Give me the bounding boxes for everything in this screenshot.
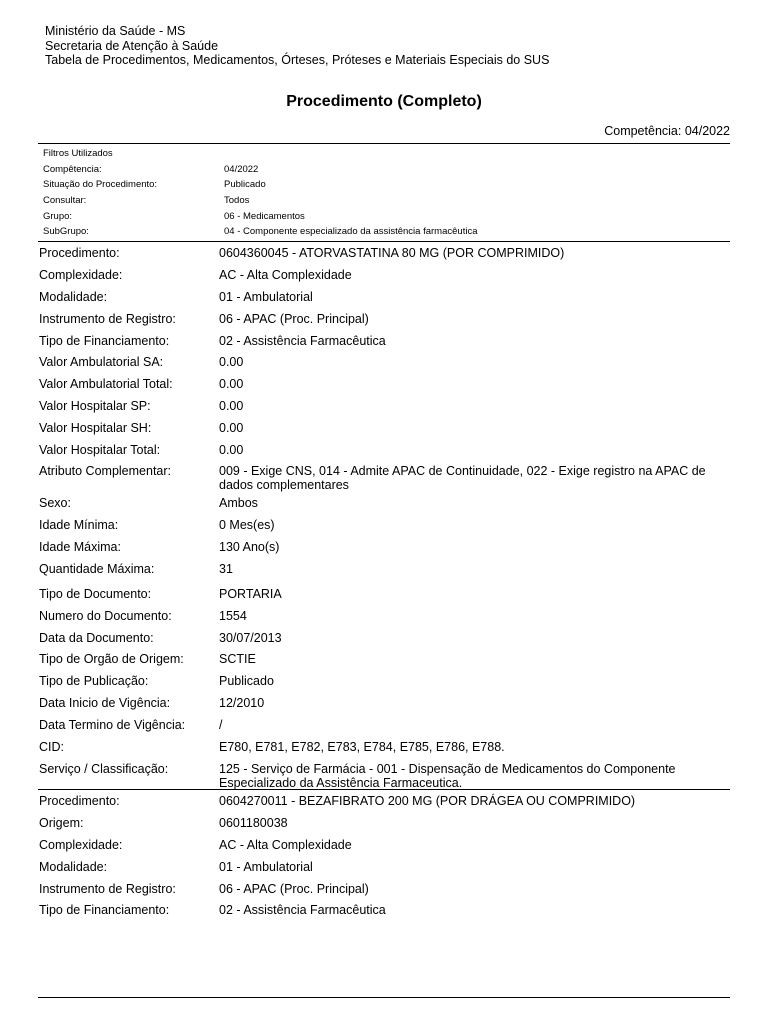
filter-value: 04/2022 (224, 163, 259, 175)
field-value: 130 Ano(s) (219, 540, 280, 555)
field-value: AC - Alta Complexidade (219, 267, 352, 282)
field-value: 125 - Serviço de Farmácia - 001 - Dispensação de Medicamentos do Componente Especializado da Assistência Farmaceutica. (219, 761, 676, 790)
field-value: 02 - Assistência Farmacêutica (219, 903, 386, 918)
field-value: 30/07/2013 (219, 630, 282, 645)
field-label: Modalidade: (39, 859, 108, 874)
filter-value: 04 - Componente especializado da assistência farmacêutica (224, 226, 478, 238)
field-row (39, 286, 734, 308)
report-header (45, 24, 549, 68)
field-row (39, 536, 734, 558)
page-title: Procedimento (Completo) (286, 93, 482, 110)
field-label: Valor Ambulatorial Total: (39, 377, 173, 392)
field-value: 0.00 (219, 355, 244, 370)
field-row (39, 878, 734, 900)
field-value: 0601180038 (219, 815, 288, 830)
field-row (39, 790, 734, 812)
filter-value: 06 - Medicamentos (224, 210, 305, 222)
filter-value: Todos (224, 195, 250, 207)
field-label: Tipo de Financiamento: (39, 903, 170, 918)
field-label: Instrumento de Registro: (39, 311, 176, 326)
field-label: Idade Máxima: (39, 540, 121, 555)
field-row (39, 461, 734, 493)
field-value: 0.00 (219, 399, 244, 414)
field-label: Tipo de Documento: (39, 586, 152, 601)
field-value: 01 - Ambulatorial (219, 289, 313, 304)
field-label: Valor Ambulatorial SA: (39, 355, 164, 370)
field-label: Data Inicio de Vigência: (39, 696, 171, 711)
field-label: Tipo de Orgão de Origem: (39, 652, 184, 667)
field-label: Procedimento: (39, 246, 120, 260)
filter-label: Grupo: (43, 210, 73, 222)
field-label: Tipo de Publicação: (39, 674, 149, 689)
field-row (39, 514, 734, 536)
field-value: E780, E781, E782, E783, E784, E785, E786, E788. (219, 740, 505, 754)
ministry-name: Ministério da Saúde - MS (45, 24, 186, 38)
competencia-label: Competência: 04/2022 (604, 124, 730, 138)
field-value: AC - Alta Complexidade (219, 837, 352, 852)
field-label: Origem: (39, 815, 84, 830)
field-value: 0.00 (219, 443, 244, 458)
field-label: Data Termino de Vigência: (39, 718, 186, 733)
field-row (39, 242, 734, 264)
field-value: Ambos (219, 496, 258, 511)
filter-label: Compêtencia: (43, 163, 102, 175)
field-value: 0.00 (219, 377, 244, 392)
filter-label: SubGrupo: (43, 226, 89, 238)
field-row (39, 492, 734, 514)
field-value: 1554 (219, 608, 247, 623)
header-divider (38, 143, 730, 144)
field-value: 31 (219, 562, 233, 577)
field-label: Tipo de Financiamento: (39, 333, 170, 348)
field-row (39, 264, 734, 286)
field-label: Sexo: (39, 496, 71, 511)
field-value: 06 - APAC (Proc. Principal) (219, 311, 369, 326)
filter-value: Publicado (224, 179, 266, 191)
field-row (39, 395, 734, 417)
field-label: Valor Hospitalar SP: (39, 399, 151, 414)
field-value: 06 - APAC (Proc. Principal) (219, 881, 369, 896)
field-row (39, 417, 734, 439)
field-label: Procedimento: (39, 794, 120, 808)
footer-divider (38, 997, 730, 998)
filter-label: Situação do Procedimento: (43, 179, 158, 191)
field-label: Atributo Complementar: (39, 463, 172, 478)
field-value: 12/2010 (219, 696, 265, 711)
field-label: Valor Hospitalar Total: (39, 443, 161, 458)
field-value: 0 Mes(es) (219, 518, 275, 533)
field-label: Modalidade: (39, 289, 108, 304)
field-row (39, 330, 734, 352)
field-row (39, 558, 734, 583)
field-value: 0.00 (219, 421, 244, 436)
field-row (39, 439, 734, 461)
field-row (39, 605, 734, 627)
field-row (39, 812, 734, 834)
field-row (39, 758, 734, 790)
filter-label: Consultar: (43, 195, 87, 207)
field-label: Numero do Documento: (39, 608, 172, 623)
field-value: 0604270011 - BEZAFIBRATO 200 MG (POR DRÁGEA OU COMPRIMIDO) (219, 794, 636, 808)
field-label: Complexidade: (39, 267, 123, 282)
field-row (39, 583, 734, 605)
field-row (39, 627, 734, 649)
field-value: 01 - Ambulatorial (219, 859, 313, 874)
field-value: / (219, 718, 223, 733)
field-row (39, 856, 734, 878)
field-label: Quantidade Máxima: (39, 562, 155, 577)
filters-heading: Filtros Utilizados (43, 148, 113, 159)
field-label: Complexidade: (39, 837, 123, 852)
field-label: Valor Hospitalar SH: (39, 421, 152, 436)
field-row (39, 714, 734, 736)
field-value: 02 - Assistência Farmacêutica (219, 333, 386, 348)
field-row (39, 308, 734, 330)
field-row (39, 351, 734, 373)
field-row (39, 670, 734, 692)
field-value: PORTARIA (219, 586, 282, 601)
procedure-block-2 (39, 790, 734, 921)
procedure-block-1 (39, 242, 734, 790)
field-label: Data da Documento: (39, 630, 154, 645)
field-row (39, 834, 734, 856)
table-name: Tabela de Procedimentos, Medicamentos, Órteses, Próteses e Materiais Especiais do SUS (45, 53, 550, 67)
field-value: SCTIE (219, 652, 256, 667)
field-row (39, 736, 734, 758)
field-value: Publicado (219, 674, 274, 689)
field-label: Serviço / Classificação: (39, 761, 169, 776)
field-row (39, 692, 734, 714)
field-row (39, 648, 734, 670)
field-label: CID: (39, 740, 64, 754)
field-value: 0604360045 - ATORVASTATINA 80 MG (POR COMPRIMIDO) (219, 246, 565, 260)
field-row (39, 899, 734, 921)
field-label: Instrumento de Registro: (39, 881, 176, 896)
secretariat-name: Secretaria de Atenção à Saúde (45, 38, 219, 53)
field-row (39, 373, 734, 395)
field-value: 009 - Exige CNS, 014 - Admite APAC de Continuidade, 022 - Exige registro na APAC de dados complementares (219, 463, 706, 492)
field-label: Idade Mínima: (39, 518, 119, 533)
